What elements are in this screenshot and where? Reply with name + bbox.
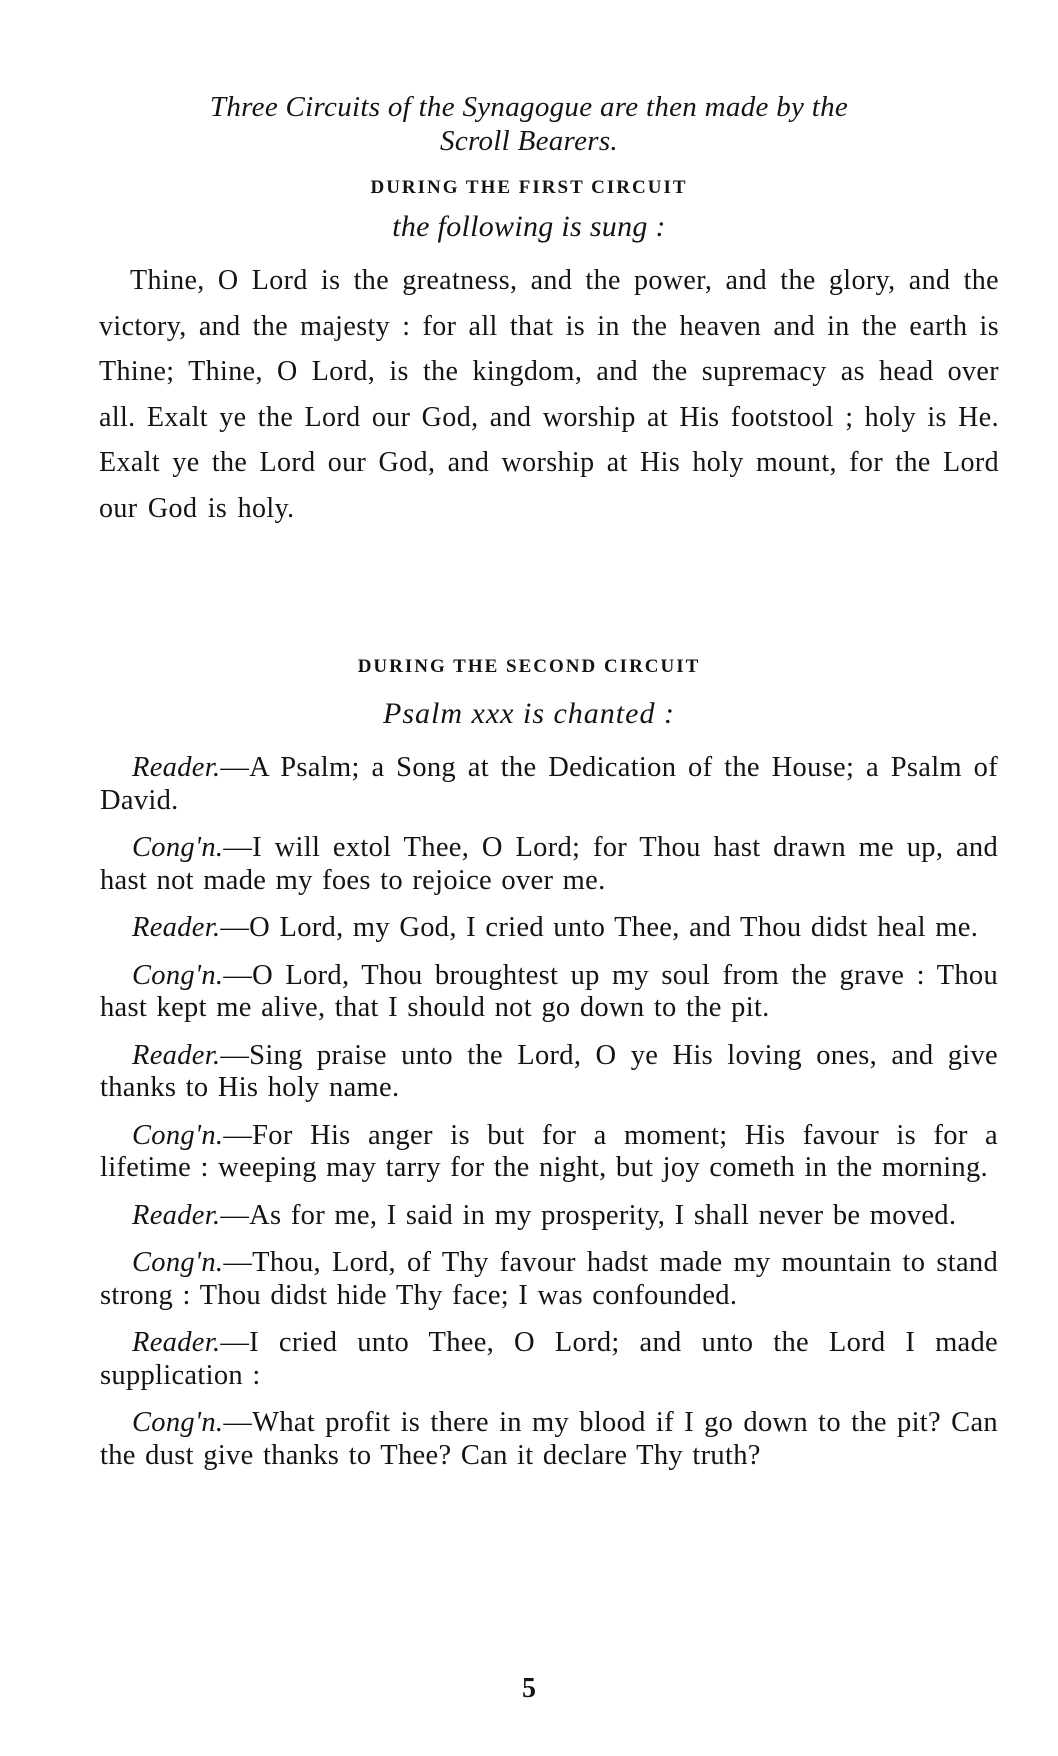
- response-reader: [100, 752, 998, 817]
- speaker-label: Reader.: [132, 912, 221, 943]
- second-circuit-subheading: Psalm xxx is chanted :: [383, 697, 675, 730]
- response-text: —O Lord, Thou broughtest up my soul from the grave : Thou hast kept me alive, that I should not go down to the pit.: [100, 959, 998, 1023]
- response-congregation: [100, 1247, 998, 1312]
- speaker-label: Cong'n.: [132, 1247, 224, 1278]
- first-circuit-heading: DURING THE FIRST CIRCUIT: [370, 177, 688, 198]
- response-reader: [100, 1040, 998, 1105]
- response-text: —For His anger is but for a moment; His favour is for a lifetime : weeping may tarry for the night, but joy cometh in the morning.: [100, 1119, 998, 1183]
- page-number: 5: [522, 1673, 536, 1704]
- speaker-label: Reader.: [132, 1039, 221, 1071]
- first-circuit-text: Thine, O Lord is the greatness, and the power, and the glory, and the victory, and the majesty : for all that is in the heaven and in the earth is Thine; Thine, O Lord, is the kingdom, and the supremacy as head over all. Exalt ye the Lord our God, and worship at His footstool ; holy is He. Exalt ye the Lord our God, and worship at His holy mount, for the Lord our God is holy.: [99, 265, 999, 524]
- response-text: —As for me, I said in my prosperity, I shall never be moved.: [220, 1199, 957, 1231]
- rubric-title: [0, 90, 1058, 158]
- speaker-label: Cong'n.: [132, 832, 224, 863]
- rubric-title-text: Three Circuits of the Synagogue are then made by the Scroll Bearers.: [209, 91, 849, 157]
- response-congregation: [100, 832, 998, 897]
- speaker-label: Reader.: [132, 752, 221, 783]
- response-reader: [100, 1200, 998, 1233]
- response-text: —I cried unto Thee, O Lord; and unto the Lord I made supplication :: [100, 1327, 998, 1391]
- response-congregation: [100, 1407, 998, 1472]
- response-congregation: [100, 960, 998, 1025]
- response-text: —Thou, Lord, of Thy favour hadst made my mountain to stand strong : Thou didst hide Thy face; I was confounded.: [100, 1247, 998, 1311]
- speaker-label: Reader.: [132, 1327, 221, 1358]
- response-text: —What profit is there in my blood if I go down to the pit? Can the dust give thanks to Thee? Can it declare Thy truth?: [100, 1407, 998, 1471]
- response-congregation: [100, 1120, 998, 1185]
- speaker-label: Reader.: [132, 1199, 221, 1231]
- second-circuit-heading: DURING THE SECOND CIRCUIT: [357, 656, 701, 677]
- response-text: —I will extol Thee, O Lord; for Thou hast drawn me up, and hast not made my foes to rejoice over me.: [100, 832, 998, 896]
- response-text: —A Psalm; a Song at the Dedication of the House; a Psalm of David.: [100, 752, 998, 816]
- response-text: —Sing praise unto the Lord, O ye His loving ones, and give thanks to His holy name.: [100, 1039, 998, 1103]
- response-reader: [100, 912, 998, 945]
- speaker-label: Cong'n.: [132, 1119, 224, 1151]
- response-reader: [100, 1327, 998, 1392]
- speaker-label: Cong'n.: [132, 959, 224, 991]
- speaker-label: Cong'n.: [132, 1407, 224, 1438]
- response-text: —O Lord, my God, I cried unto Thee, and Thou didst heal me.: [220, 912, 979, 943]
- psalm-responses: [100, 752, 998, 1487]
- first-circuit-subheading: the following is sung :: [392, 210, 666, 243]
